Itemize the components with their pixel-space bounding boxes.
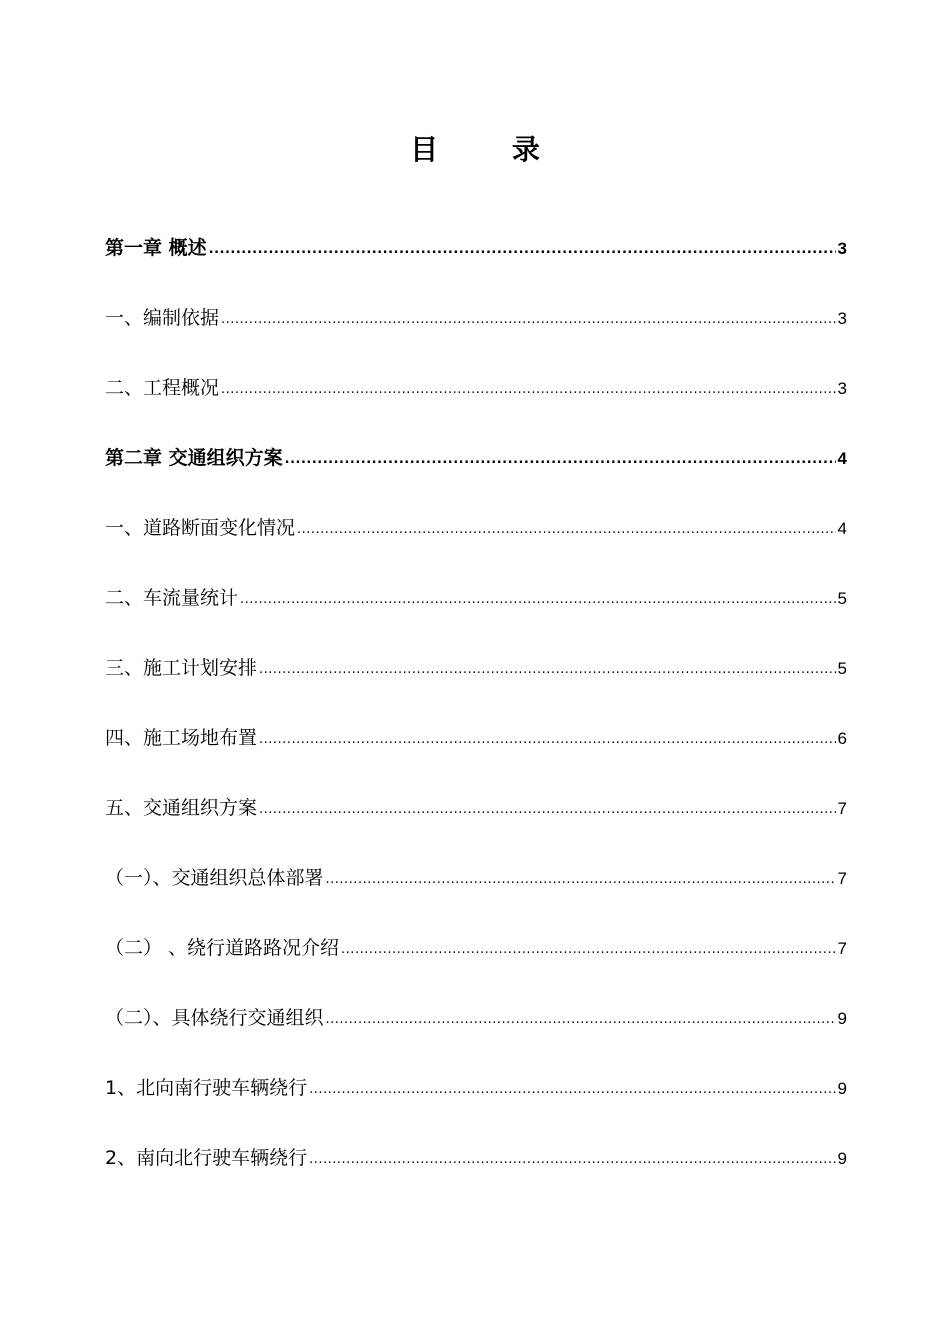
toc-entry-label: 第一章 概述 xyxy=(105,237,207,259)
toc-entry-label: 一、道路断面变化情况 xyxy=(105,517,296,539)
toc-page-number: 3 xyxy=(837,309,847,328)
toc-entry-label: 第二章 交通组织方案 xyxy=(105,447,283,469)
toc-dot-leader xyxy=(259,720,836,760)
toc-page-number: 9 xyxy=(837,1149,847,1168)
toc-page-number: 4 xyxy=(837,519,847,538)
toc-entry[interactable] xyxy=(105,438,847,508)
toc-title: 目 录 xyxy=(410,133,572,166)
toc-page-number: 3 xyxy=(837,239,847,258)
toc-entry[interactable] xyxy=(105,368,847,438)
toc-entry[interactable] xyxy=(105,1138,847,1208)
toc-entry-label: 一、编制依据 xyxy=(105,307,220,329)
toc-page-number: 9 xyxy=(837,1009,847,1028)
toc-entry-label: （一）、交通组织总体部署 xyxy=(105,867,324,889)
toc-list xyxy=(105,228,847,1208)
toc-entry-label: 三、施工计划安排 xyxy=(105,657,258,679)
toc-entry-label: （二） 、绕行道路路况介绍 xyxy=(105,937,340,959)
toc-entry-label: 二、工程概况 xyxy=(105,377,220,399)
toc-dot-leader xyxy=(259,650,836,690)
toc-page-number: 5 xyxy=(837,589,847,608)
toc-page-number: 7 xyxy=(837,799,847,818)
toc-dot-leader xyxy=(209,230,836,270)
toc-entry[interactable] xyxy=(105,298,847,368)
toc-dot-leader xyxy=(240,580,836,620)
toc-entry-label: 1、北向南行驶车辆绕行 xyxy=(105,1077,308,1099)
toc-dot-leader xyxy=(309,1070,835,1110)
toc-dot-leader xyxy=(297,510,836,550)
toc-entry[interactable] xyxy=(105,228,847,298)
toc-page-number: 4 xyxy=(837,449,847,468)
toc-dot-leader xyxy=(326,860,836,900)
toc-dot-leader xyxy=(221,370,836,410)
toc-dot-leader xyxy=(309,1140,835,1180)
toc-entry[interactable] xyxy=(105,998,847,1068)
toc-entry[interactable] xyxy=(105,788,847,858)
toc-entry-label: 2、南向北行驶车辆绕行 xyxy=(105,1147,308,1169)
toc-page-number: 6 xyxy=(837,729,847,748)
toc-entry[interactable] xyxy=(105,1068,847,1138)
toc-dot-leader xyxy=(221,300,836,340)
toc-entry[interactable] xyxy=(105,648,847,718)
toc-dot-leader xyxy=(285,440,836,480)
toc-entry-label: 四、施工场地布置 xyxy=(105,727,258,749)
toc-page-number: 7 xyxy=(837,869,847,888)
toc-page-number: 9 xyxy=(837,1079,847,1098)
toc-dot-leader xyxy=(341,930,835,970)
toc-page-number: 3 xyxy=(837,379,847,398)
toc-entry-label: 五、交通组织方案 xyxy=(105,797,258,819)
toc-entry[interactable] xyxy=(105,508,847,578)
toc-entry[interactable] xyxy=(105,578,847,648)
toc-entry[interactable] xyxy=(105,718,847,788)
toc-entry[interactable] xyxy=(105,858,847,928)
toc-dot-leader xyxy=(326,1000,836,1040)
toc-page-number: 7 xyxy=(837,939,847,958)
toc-entry-label: （二）、具体绕行交通组织 xyxy=(105,1007,324,1029)
toc-entry[interactable] xyxy=(105,928,847,998)
toc-page-number: 5 xyxy=(837,659,847,678)
toc-dot-leader xyxy=(259,790,836,830)
toc-entry-label: 二、车流量统计 xyxy=(105,587,239,609)
